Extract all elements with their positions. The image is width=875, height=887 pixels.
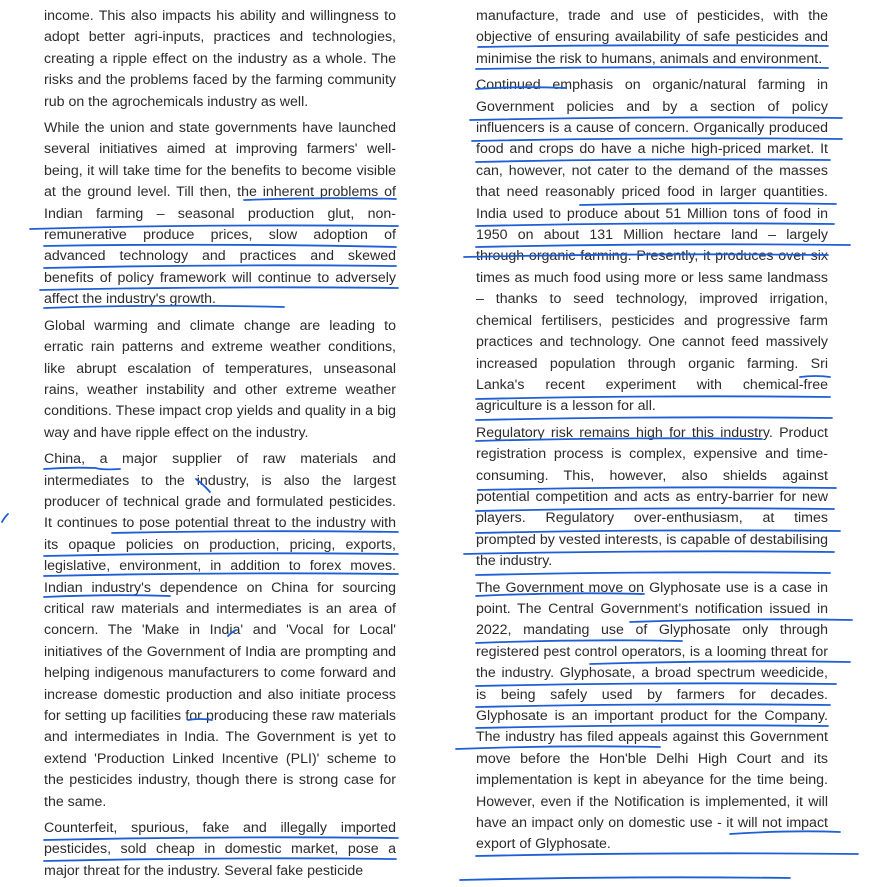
- paragraph-glyphosate: The Government move on Glyphosate use is a case in point. The Central Government's notification issued in 2022, mandating use of Glyphosate only through registered pest control operators, is a looming threat for the industry. Glyphosate, a broad spectrum weedicide, is being safely used by farmers for decades. Glyphosate is an important product for the Company. The industry has filed appeals against this Government move before the Hon'ble Delhi High Court and its implementation is kept in abeyance for the time being. However, even if the Notification is implemented, it will have an impact only on domestic use - it will not impact export of Glyphosate.: [476, 579, 828, 853]
- paragraph-regulatory-risk: Regulatory risk remains high for this industry. Product registration process is complex, expensive and time-consuming. This, however, also shields against potential competition and acts as entry-barrier for new players. Regulatory over-enthusiasm, at times prompted by vested interests, is capable of destabilising the industry.: [476, 424, 828, 570]
- left-text-column: [44, 6, 396, 887]
- paragraph-pesticide-objective: manufacture, trade and use of pesticides, with the objective of ensuring availability of safe pesticides and minimise the risk to humans, animals and environment.: [476, 8, 828, 67]
- paragraph-china-supplier: China, a major supplier of raw materials and intermediates to the industry, is also the largest producer of technical grade and formulated pesticides. It continues to pose potential threat to the industry with its opaque policies on production, pricing, exports, legislative, environment, in addition to forex moves. Indian industry's dependence on China for sourcing critical raw materials and intermediates is an area of concern. The 'Make in India' and 'Vocal for Local' initiatives of the Government of India are prompting and helping indigenous manufacturers to come forward and increase domestic production and also initiate process for setting up facilities for producing these raw materials and intermediates in India. The Government is yet to extend 'Production Linked Incentive (PLI)' scheme to the pesticides industry, though there is strong case for the same.: [44, 451, 396, 810]
- paragraph-counterfeit-pesticides: Counterfeit, spurious, fake and illegally imported pesticides, sold cheap in domestic market, pose a major threat for the industry. Several fake pesticide: [44, 820, 396, 879]
- pen-underline: [2, 514, 8, 522]
- paragraph-government-initiatives: While the union and state governments have launched several initiatives aimed at improving farmers' well-being, it will take time for the benefits to become visible at the ground level. Till then, the inherent problems of Indian farming – seasonal production glut, non-remunerative produce prices, slow adoption of advanced technology and practices and skewed benefits of policy framework will continue to adversely affect the industry's growth.: [44, 120, 396, 308]
- paragraph-organic-farming: Continued emphasis on organic/natural farming in Government policies and by a section of policy influencers is a cause of concern. Organically produced food and crops do have a niche high-priced market. It can, however, not cater to the demand of the masses that need reasonably priced food in larger quantities. India used to produce about 51 Million tons of food in 1950 on about 131 Million hectare land – largely through organic farming. Presently, it produces over six times as much food using more or less same landmass – thanks to seed technology, improved irrigation, chemical fertilisers, pesticides and progressive farm practices and technology. One cannot feed massively increased population through organic farming. Sri Lanka's recent experiment with chemical-free agriculture is a lesson for all.: [476, 77, 828, 415]
- paragraph-farmer-income: income. This also impacts his ability and willingness to adopt better agri-inputs, practices and technologies, creating a ripple effect on the industry as a whole. The risks and the problems faced by the farming community rub on the agrochemicals industry as well.: [44, 8, 396, 110]
- paragraph-climate-change: Global warming and climate change are leading to erratic rain patterns and extreme weather conditions, like abrupt escalation of temperatures, unseasonal rains, weather instability and other extreme weather conditions. These impact crop yields and quality in a big way and have ripple effect on the industry.: [44, 317, 396, 441]
- pen-underline: [460, 877, 790, 880]
- right-text-column: [476, 6, 828, 861]
